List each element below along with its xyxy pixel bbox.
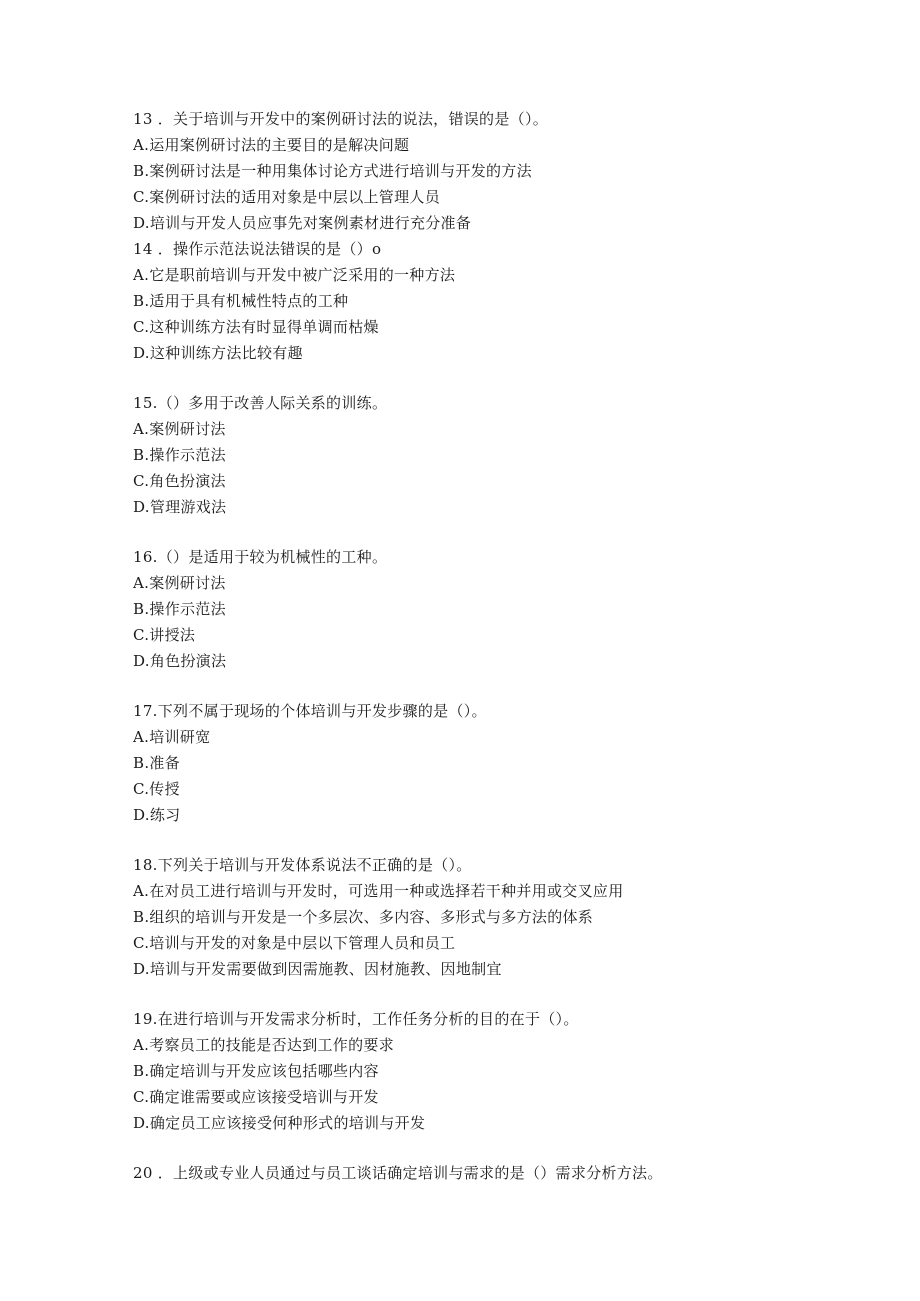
question-17 bbox=[133, 698, 853, 828]
option-a: A.培训研宽 bbox=[133, 728, 211, 746]
option-a: A.考察员工的技能是否达到工作的要求 bbox=[133, 1036, 395, 1054]
option-b: B.案例研讨法是一种用集体讨论方式进行培训与开发的方法 bbox=[133, 162, 532, 180]
question-stem: 14 ．操作示范法说法错误的是（）o bbox=[133, 240, 382, 258]
option-a: A.它是职前培训与开发中被广泛采用的一种方法 bbox=[133, 266, 456, 284]
option-c: C.传授 bbox=[133, 780, 180, 798]
question-stem: 18.下列关于培训与开发体系说法不正确的是（）。 bbox=[133, 856, 472, 874]
option-d: D.培训与开发需要做到因需施教、因材施教、因地制宜 bbox=[133, 960, 502, 978]
question-16 bbox=[133, 544, 853, 674]
question-stem: 19.在进行培训与开发需求分析时，工作任务分析的目的在于（）。 bbox=[133, 1010, 579, 1028]
question-stem: 16.（）是适用于较为机械性的工种。 bbox=[133, 548, 388, 566]
question-15 bbox=[133, 390, 853, 520]
option-a: A.在对员工进行培训与开发时，可选用一种或选择若干种并用或交叉应用 bbox=[133, 882, 624, 900]
option-b: B.组织的培训与开发是一个多层次、多内容、多形式与多方法的体系 bbox=[133, 908, 594, 926]
option-b: B.确定培训与开发应该包括哪些内容 bbox=[133, 1062, 379, 1080]
question-stem: 20 ．上级或专业人员通过与员工谈话确定培训与需求的是（）需求分析方法。 bbox=[133, 1164, 663, 1182]
question-list bbox=[133, 106, 853, 1186]
option-a: A.案例研讨法 bbox=[133, 574, 226, 592]
option-d: D.这种训练方法比较有趣 bbox=[133, 344, 303, 362]
question-13 bbox=[133, 106, 853, 236]
option-c: C.讲授法 bbox=[133, 626, 196, 644]
option-c: C.培训与开发的对象是中层以下管理人员和员工 bbox=[133, 934, 456, 952]
question-19 bbox=[133, 1006, 853, 1136]
option-c: C.角色扮演法 bbox=[133, 472, 226, 490]
question-20 bbox=[133, 1160, 853, 1186]
question-gap bbox=[133, 366, 853, 390]
question-18 bbox=[133, 852, 853, 982]
question-gap bbox=[133, 828, 853, 852]
option-d: D.角色扮演法 bbox=[133, 652, 227, 670]
option-c: C.确定谁需要或应该接受培训与开发 bbox=[133, 1088, 379, 1106]
option-b: B.操作示范法 bbox=[133, 600, 226, 618]
option-d: D.确定员工应该接受何种形式的培训与开发 bbox=[133, 1114, 426, 1132]
option-b: B.准备 bbox=[133, 754, 180, 772]
option-b: B.操作示范法 bbox=[133, 446, 226, 464]
question-14 bbox=[133, 236, 853, 366]
option-a: A.案例研讨法 bbox=[133, 420, 226, 438]
option-a: A.运用案例研讨法的主要目的是解决问题 bbox=[133, 136, 410, 154]
option-b: B.适用于具有机械性特点的工种 bbox=[133, 292, 349, 310]
question-gap bbox=[133, 982, 853, 1006]
option-c: C.案例研讨法的适用对象是中层以上管理人员 bbox=[133, 188, 441, 206]
option-d: D.练习 bbox=[133, 806, 181, 824]
option-d: D.培训与开发人员应事先对案例素材进行充分准备 bbox=[133, 214, 472, 232]
question-gap bbox=[133, 520, 853, 544]
option-d: D.管理游戏法 bbox=[133, 498, 227, 516]
question-stem: 15.（）多用于改善人际关系的训练。 bbox=[133, 394, 388, 412]
question-stem: 17.下列不属于现场的个体培训与开发步骤的是（）。 bbox=[133, 702, 487, 720]
question-stem: 13 ．关于培训与开发中的案例研讨法的说法，错误的是（）。 bbox=[133, 110, 549, 128]
option-c: C.这种训练方法有时显得单调而枯燥 bbox=[133, 318, 379, 336]
question-gap bbox=[133, 674, 853, 698]
question-gap bbox=[133, 1136, 853, 1160]
